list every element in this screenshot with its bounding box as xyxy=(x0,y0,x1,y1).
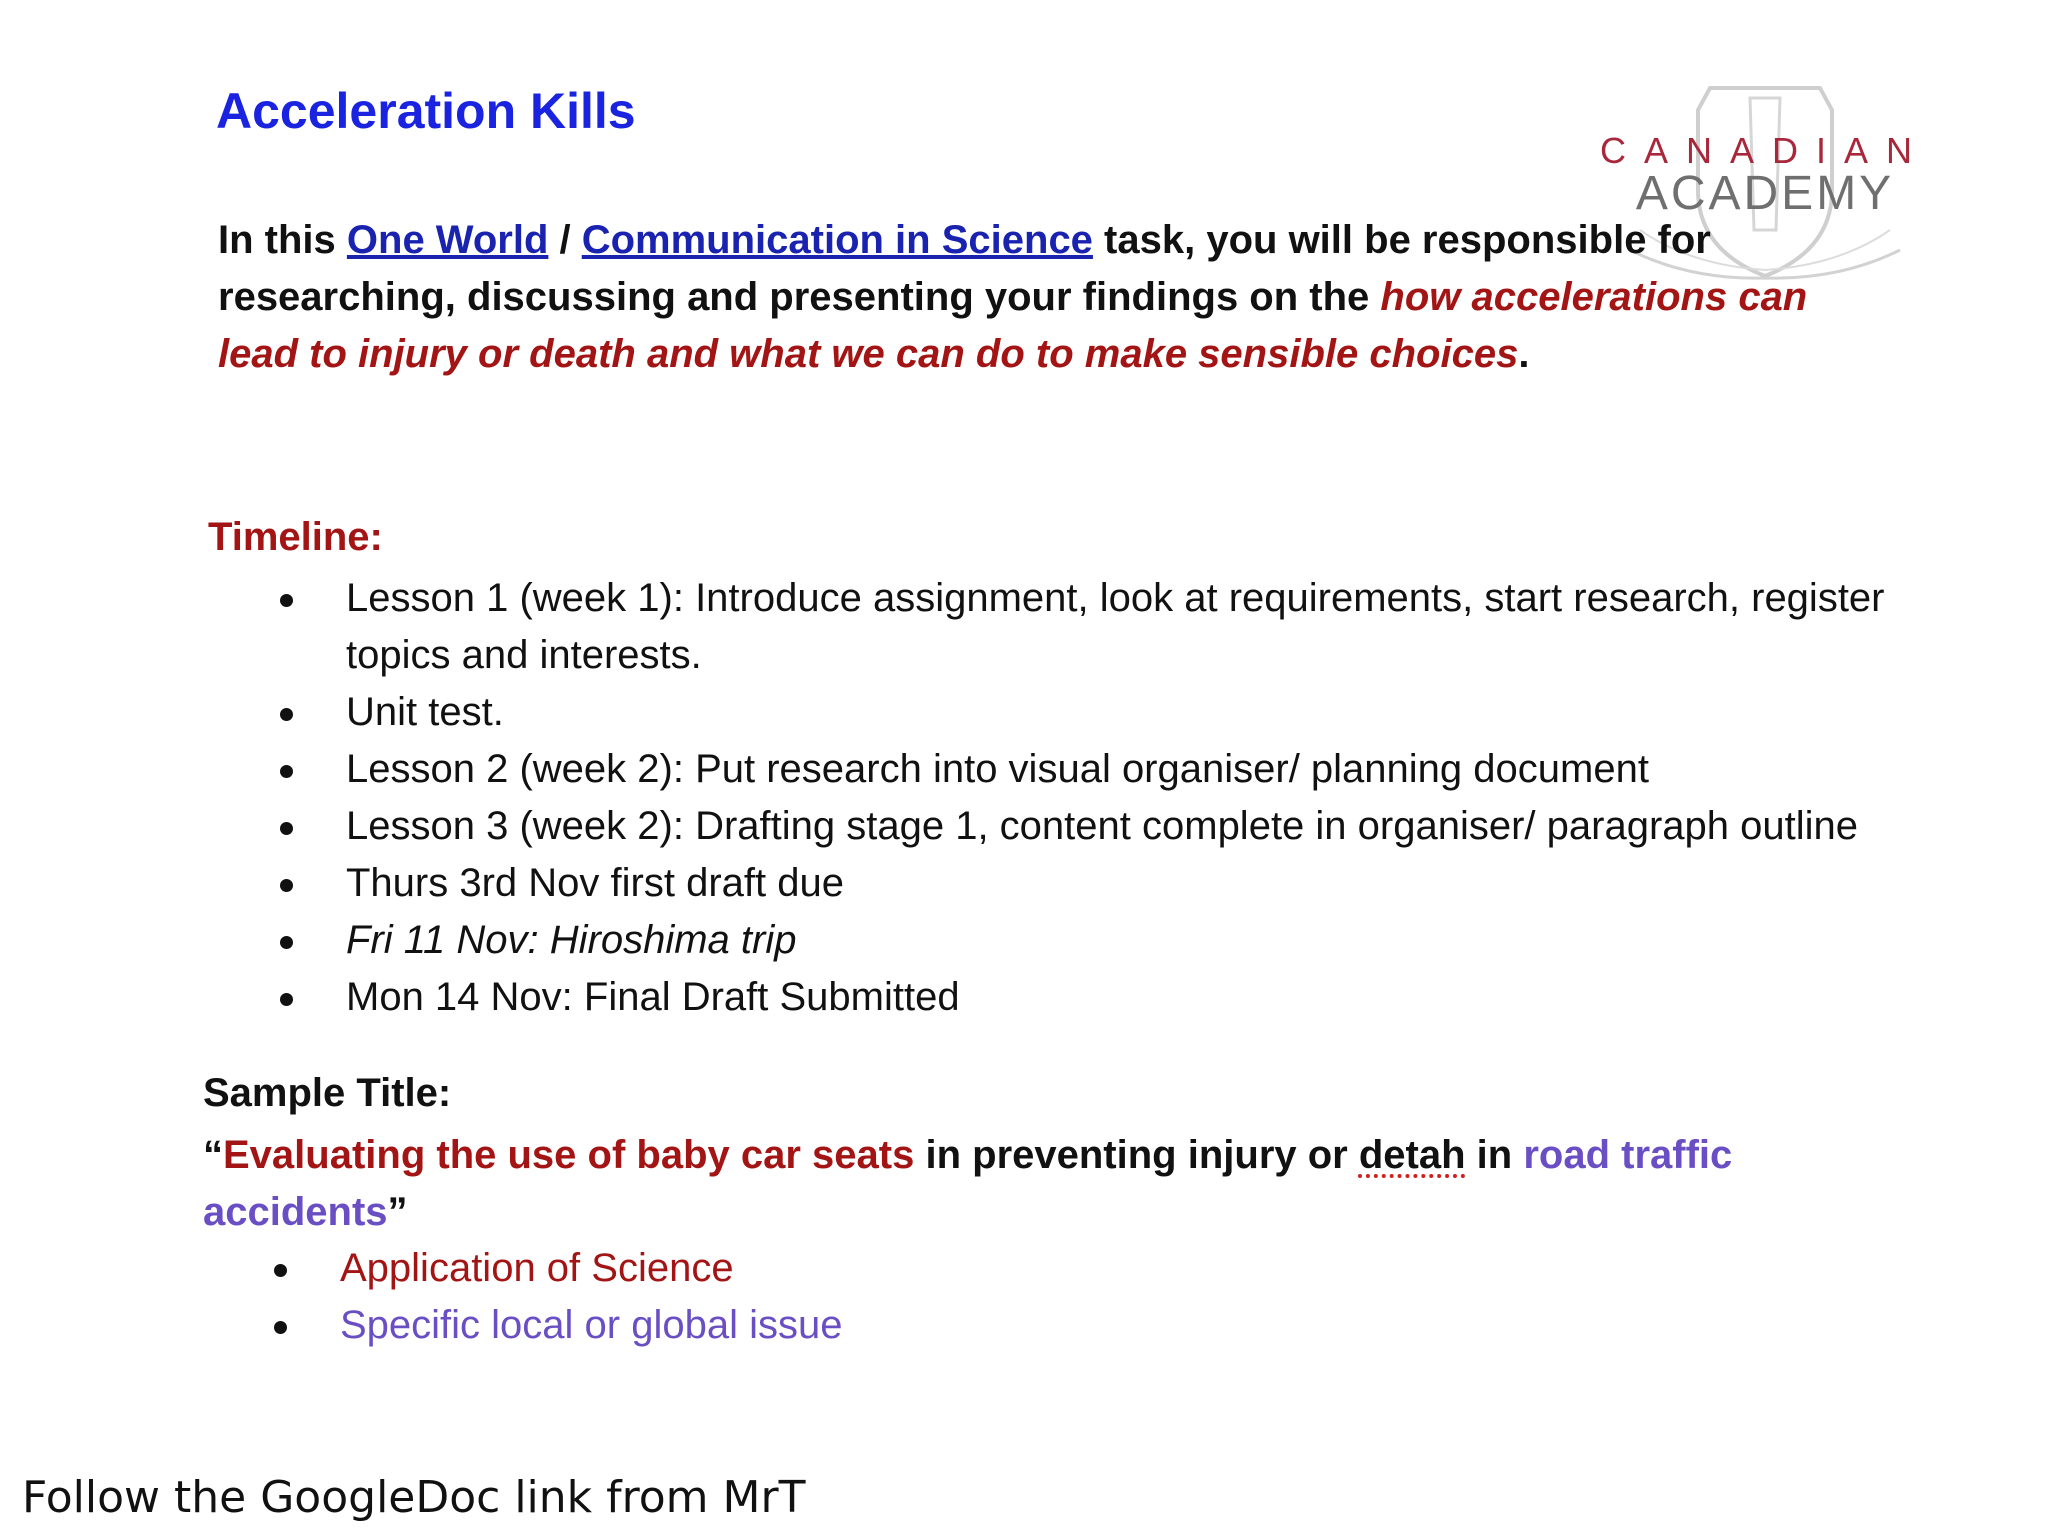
list-item-text: Lesson 1 (week 1): Introduce assignment, look at requirements, start research, register topics and interests. xyxy=(346,576,1885,677)
sample-title-heading: Sample Title: xyxy=(203,1071,452,1115)
list-item xyxy=(270,798,1930,855)
intro-text-middle: task, you will be responsible for researching, discussing and presenting your findings on the xyxy=(218,218,1711,319)
misspelled-word: detah xyxy=(1358,1133,1466,1177)
sample-title-text xyxy=(203,1127,1843,1241)
list-item-text: Thurs 3rd Nov first draft due xyxy=(346,861,844,905)
logo-text-academy: ACADEMY xyxy=(1635,167,1895,220)
communication-in-science-link[interactable]: Communication in Science xyxy=(581,218,1093,262)
bullet-icon xyxy=(280,765,293,778)
bullet-icon xyxy=(280,879,293,892)
list-item xyxy=(268,1297,842,1354)
sample-title-science-part: Evaluating the use of baby car seats xyxy=(223,1133,915,1177)
list-item xyxy=(270,684,1930,741)
intro-paragraph xyxy=(218,212,1858,383)
list-item xyxy=(270,855,1930,912)
timeline-heading: Timeline: xyxy=(208,515,383,559)
open-quote: “ xyxy=(203,1133,223,1177)
intro-text-end: . xyxy=(1518,332,1530,376)
logo-text-canadian: CANADIAN xyxy=(1600,130,1931,171)
footer-note: Follow the GoogleDoc link from MrT xyxy=(22,1472,806,1523)
bullet-icon xyxy=(280,822,293,835)
list-item-text: Unit test. xyxy=(346,690,504,734)
intro-separator: / xyxy=(548,218,582,262)
bullet-icon xyxy=(274,1321,287,1334)
bullet-icon xyxy=(274,1264,287,1277)
list-item xyxy=(270,969,1930,1026)
sample-title-mid: in preventing injury or xyxy=(914,1133,1359,1177)
list-item-text: Mon 14 Nov: Final Draft Submitted xyxy=(346,975,960,1019)
list-item xyxy=(270,912,1930,969)
bullet-icon xyxy=(280,708,293,721)
sample-title-mid-2: in xyxy=(1465,1133,1524,1177)
timeline-list xyxy=(270,570,1930,1026)
list-item xyxy=(268,1240,842,1297)
bullet-icon xyxy=(280,936,293,949)
list-item-text: Application of Science xyxy=(340,1246,734,1290)
bullet-icon xyxy=(280,594,293,607)
close-quote: ” xyxy=(387,1190,408,1234)
one-world-link[interactable]: One World xyxy=(346,218,549,262)
list-item-text: Fri 11 Nov: Hiroshima trip xyxy=(346,918,797,962)
list-item-text: Specific local or global issue xyxy=(340,1303,843,1347)
sample-title-issue-part: road traffic accidents xyxy=(203,1133,1733,1234)
intro-highlight: how accelerations can lead to injury or death and what we can do to make sensible choices xyxy=(218,275,1808,376)
page-title: Acceleration Kills xyxy=(216,83,636,139)
list-item-text: Lesson 3 (week 2): Drafting stage 1, content complete in organiser/ paragraph outline xyxy=(346,804,1858,848)
list-item xyxy=(270,570,1930,684)
list-item-text: Lesson 2 (week 2): Put research into visual organiser/ planning document xyxy=(346,747,1649,791)
bullet-icon xyxy=(280,993,293,1006)
intro-text-start: In this xyxy=(218,218,347,262)
list-item xyxy=(270,741,1930,798)
criteria-list xyxy=(268,1240,842,1354)
